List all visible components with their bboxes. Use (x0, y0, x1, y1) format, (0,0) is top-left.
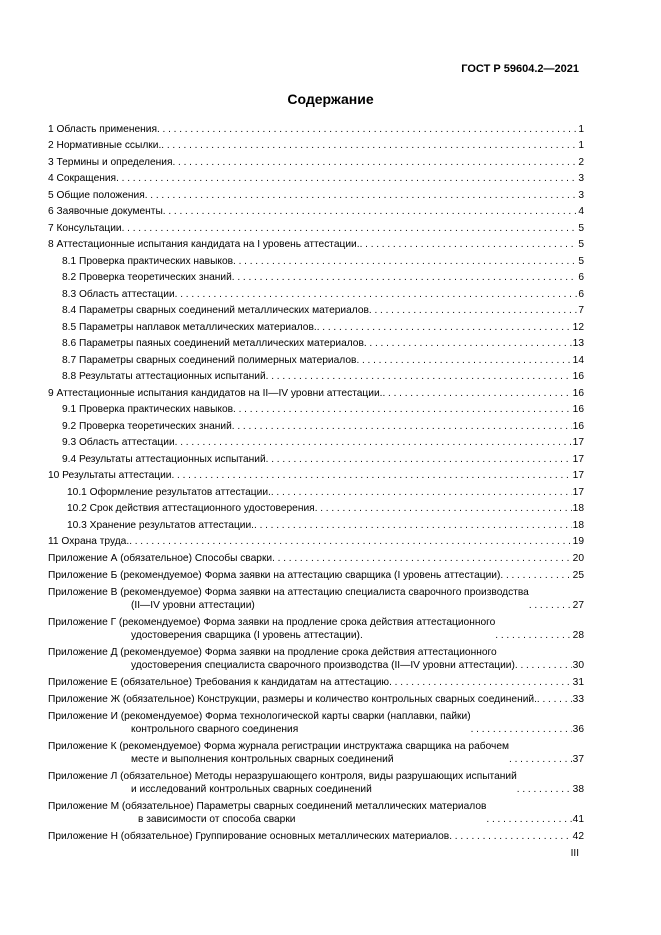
dot-leader (254, 520, 572, 531)
toc-page-number: 4 (578, 206, 584, 217)
toc-entry-line: Приложение Л (обязательное) Методы неразрушающего контроля, виды разрушающих испытаний (48, 771, 517, 782)
toc-entry-line: в зависимости от способа сварки (138, 814, 296, 825)
toc-entry-appendix[interactable] (48, 612, 584, 642)
toc-page-number: 18 (572, 520, 584, 531)
toc-entry-line: Приложение К (рекомендуемое) Форма журнала регистрации инструктажа сварщика на рабочем (48, 741, 510, 752)
toc-page-number: 31 (572, 677, 584, 688)
toc-page-number: 1 (578, 124, 584, 135)
toc-page-number: 6 (578, 272, 584, 283)
toc-page-number: 13 (572, 338, 584, 349)
toc-page-number: 14 (572, 355, 584, 366)
toc-entry-text: 5 Общие положения (48, 190, 145, 201)
dot-leader (172, 157, 577, 168)
toc-page-number: 12 (572, 322, 584, 333)
toc-entry-text: 2 Нормативные ссылки. (48, 140, 162, 151)
toc-entry-text: 9.2 Проверка теоретических знаний (62, 421, 232, 432)
toc-entry-appendix[interactable] (48, 689, 584, 706)
dot-leader (356, 355, 571, 366)
toc-entry-line: месте и выполнения контрольных сварных соединений (131, 754, 394, 765)
dot-leader (495, 630, 571, 641)
toc-entry-line: Приложение Г (рекомендуемое) Форма заявки на продление срока действия аттестационного (48, 617, 496, 628)
dot-leader (122, 223, 578, 234)
toc-entry-text: 1 Область применения (48, 124, 157, 135)
dot-leader (129, 536, 571, 547)
toc-page-number: 17 (572, 487, 584, 498)
dot-leader (272, 553, 572, 564)
toc-page-number: 41 (572, 814, 584, 825)
dot-leader (471, 724, 572, 735)
toc-entry-line: (II—IV уровни аттестации) (131, 600, 255, 611)
toc-entry-appendix[interactable] (48, 565, 584, 582)
toc-entry[interactable] (62, 251, 584, 268)
toc-entry-text: Приложение Е (обязательное) Требования к кандидатам на аттестацию (48, 677, 390, 688)
toc-page-number: 16 (572, 388, 584, 399)
toc-entry-text: 8.2 Проверка теоретических знаний (62, 272, 232, 283)
toc-page-number: 27 (572, 600, 584, 611)
toc-entry-appendix[interactable] (48, 826, 584, 843)
toc-entry[interactable] (48, 152, 584, 169)
toc-entry[interactable] (48, 466, 584, 482)
toc-page-number: 7 (578, 305, 584, 316)
toc-entry-text: Приложение Ж (обязательное) Конструкции, размеры и количество контрольных сварных соединений. (48, 694, 537, 705)
toc-entry-line: Приложение В (рекомендуемое) Форма заявки на аттестацию специалиста сварочного производства (48, 587, 529, 598)
document-code: ГОСТ Р 59604.2—2021 (461, 63, 579, 75)
toc-entry-text: 8.6 Параметры паяных соединений металлических материалов (62, 338, 364, 349)
toc-entry-appendix[interactable] (48, 796, 584, 826)
toc-entry-text: 9.4 Результаты аттестационных испытаний (62, 454, 266, 465)
dot-leader (515, 660, 572, 671)
toc-entry-text (48, 616, 495, 642)
dot-leader (360, 239, 578, 250)
toc-entry[interactable] (62, 284, 584, 301)
toc-page-number: 5 (578, 256, 584, 267)
dot-leader (161, 140, 577, 151)
dot-leader (382, 388, 571, 399)
toc-page-number: 33 (572, 694, 584, 705)
toc-page-number: 17 (572, 454, 584, 465)
toc-page-number: 6 (578, 289, 584, 300)
toc-page-number: 17 (572, 470, 584, 481)
toc-page-number: 38 (572, 784, 584, 795)
toc-entry-text: 10.1 Оформление результатов аттестации. (67, 487, 271, 498)
toc-entry[interactable] (67, 499, 584, 515)
toc-entry-text (48, 646, 515, 672)
toc-entry[interactable] (62, 301, 584, 317)
toc-entry[interactable] (62, 449, 584, 466)
toc-entry-text: 11 Охрана труда. (48, 536, 130, 547)
toc-entry-line: Приложение И (рекомендуемое) Форма технологической карты сварки (наплавки, пайки) (48, 711, 471, 722)
toc-entry-text: 8.4 Параметры сварных соединений металлических материалов (62, 305, 369, 316)
toc-page-number: 16 (572, 421, 584, 432)
dot-leader (116, 173, 577, 184)
toc-page-number: 3 (578, 173, 584, 184)
toc-page-number: 28 (572, 630, 584, 641)
toc-entry-text: 9.3 Область аттестации (62, 437, 175, 448)
dot-leader (500, 570, 571, 581)
dot-leader (486, 814, 571, 825)
toc-entry-line: Приложение Д (рекомендуемое) Форма заявки на продление срока действия аттестационного (48, 647, 497, 658)
toc-entry-text: 10.2 Срок действия аттестационного удостоверения (67, 503, 315, 514)
toc-entry-line: и исследований контрольных сварных соединений (131, 784, 372, 795)
toc-entry[interactable] (48, 532, 584, 548)
toc-page-number: 17 (572, 437, 584, 448)
dot-leader (271, 487, 572, 498)
dot-leader (369, 305, 577, 316)
toc-entry-appendix[interactable] (48, 548, 584, 565)
toc-entry[interactable] (67, 515, 584, 532)
dot-leader (389, 677, 572, 688)
toc-entry-text: 9.1 Проверка практических навыков (62, 404, 234, 415)
table-of-contents (48, 119, 584, 843)
toc-entry-text (48, 800, 486, 826)
toc-page-number: 5 (578, 239, 584, 250)
toc-entry[interactable] (48, 383, 584, 400)
toc-entry-text: 7 Консультации (48, 223, 122, 234)
toc-entry-text: 8.8 Результаты аттестационных испытаний (62, 371, 266, 382)
toc-entry[interactable] (62, 334, 584, 350)
toc-entry[interactable] (62, 416, 584, 433)
toc-entry-appendix[interactable] (48, 672, 584, 689)
dot-leader (266, 454, 572, 465)
toc-page-number: 5 (578, 223, 584, 234)
toc-page-number: 36 (572, 724, 584, 735)
toc-page-number: 20 (572, 553, 584, 564)
dot-leader (517, 784, 572, 795)
toc-entry-text: 8 Аттестационные испытания кандидата на I уровень аттестации. (48, 239, 360, 250)
toc-page-number: 18 (572, 503, 584, 514)
toc-entry-text: 8.5 Параметры наплавок металлических материалов. (62, 322, 317, 333)
toc-page-number: 25 (572, 570, 584, 581)
dot-leader (172, 470, 572, 481)
dot-leader (364, 338, 572, 349)
page-number: III (570, 848, 579, 859)
toc-entry-text: 8.1 Проверка практических навыков (62, 256, 234, 267)
toc-entry[interactable] (62, 268, 584, 284)
toc-entry[interactable] (48, 185, 584, 202)
dot-leader (266, 371, 572, 382)
toc-page-number: 37 (572, 754, 584, 765)
toc-entry-text (48, 710, 471, 736)
dot-leader (537, 694, 572, 705)
dot-leader (509, 754, 572, 765)
toc-entry-appendix[interactable] (48, 582, 584, 612)
dot-leader (233, 404, 572, 415)
toc-entry-text: 4 Сокращения (48, 173, 117, 184)
toc-page-number: 1 (578, 140, 584, 151)
dot-leader (175, 289, 578, 300)
toc-entry[interactable] (62, 317, 584, 334)
dot-leader (163, 206, 578, 217)
dot-leader (232, 272, 578, 283)
toc-entry[interactable] (48, 202, 584, 218)
toc-entry[interactable] (67, 482, 584, 499)
toc-entry[interactable] (62, 433, 584, 449)
dot-leader (175, 437, 572, 448)
toc-entry-text (48, 740, 509, 766)
toc-entry-appendix[interactable] (48, 642, 584, 672)
toc-entry-line: Приложение М (обязательное) Параметры сварных соединений металлических материалов (48, 801, 487, 812)
dot-leader (315, 503, 572, 514)
toc-entry-text: 6 Заявочные документы (48, 206, 163, 217)
toc-page-number: 42 (572, 831, 584, 842)
toc-page-number: 19 (572, 536, 584, 547)
toc-title: Содержание (287, 91, 374, 107)
toc-entry-line: контрольного сварного соединения (131, 724, 299, 735)
dot-leader (529, 600, 572, 611)
toc-entry-text: Приложение А (обязательное) Способы сварки (48, 553, 273, 564)
toc-entry-appendix[interactable] (48, 706, 584, 736)
toc-entry-text: 8.7 Параметры сварных соединений полимерных материалов (62, 355, 357, 366)
toc-entry-text: Приложение Н (обязательное) Группирование основных металлических материалов (48, 831, 450, 842)
toc-entry[interactable] (48, 169, 584, 185)
toc-entry-text: 9 Аттестационные испытания кандидатов на II—IV уровни аттестации. (48, 388, 383, 399)
toc-page-number: 2 (578, 157, 584, 168)
toc-entry-text: 8.3 Область аттестации (62, 289, 175, 300)
toc-entry[interactable] (62, 350, 584, 367)
dot-leader (233, 256, 577, 267)
toc-entry[interactable] (48, 235, 584, 251)
toc-entry-text (48, 770, 517, 796)
toc-entry-text: 3 Термины и определения (48, 157, 173, 168)
toc-entry-appendix[interactable] (48, 766, 584, 796)
dot-leader (317, 322, 572, 333)
toc-entry-line: удостоверения специалиста сварочного производства (II—IV уровни аттестации) (131, 660, 515, 671)
toc-page-number: 16 (572, 371, 584, 382)
dot-leader (232, 421, 572, 432)
toc-page-number: 16 (572, 404, 584, 415)
toc-entry-text (48, 586, 529, 612)
toc-entry[interactable] (62, 367, 584, 383)
toc-entry-text: 10.3 Хранение результатов аттестации. (67, 520, 255, 531)
toc-page-number: 30 (572, 660, 584, 671)
toc-entry[interactable] (48, 119, 584, 136)
dot-leader (157, 124, 577, 135)
dot-leader (145, 190, 578, 201)
toc-entry[interactable] (48, 218, 584, 235)
toc-page-number: 3 (578, 190, 584, 201)
toc-entry[interactable] (62, 400, 584, 416)
toc-entry-text: 10 Результаты аттестации (48, 470, 172, 481)
toc-entry[interactable] (48, 136, 584, 152)
dot-leader (449, 831, 571, 842)
toc-entry-line: удостоверения сварщика (I уровень аттестации). (131, 630, 363, 641)
toc-entry-text: Приложение Б (рекомендуемое) Форма заявки на аттестацию сварщика (I уровень аттестации) (48, 570, 501, 581)
toc-entry-appendix[interactable] (48, 736, 584, 766)
